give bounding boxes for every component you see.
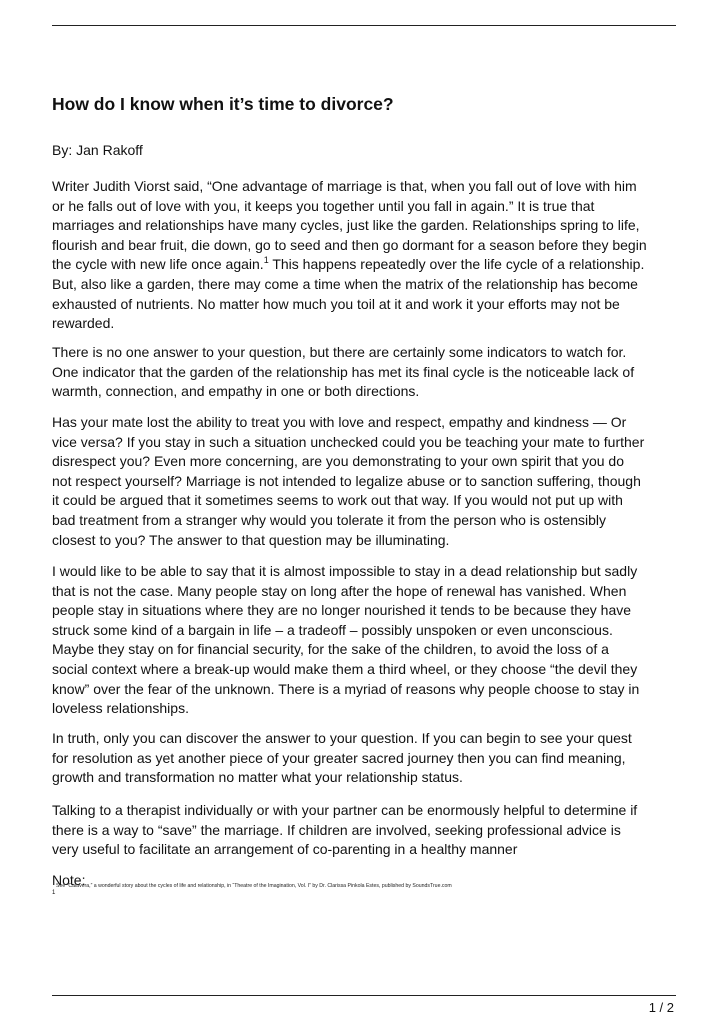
text-line: warmth, connection, and empathy in one or both directions. bbox=[52, 383, 420, 400]
text-line: there is a way to “save” the marriage. If children are involved, seeking professional advice is bbox=[52, 821, 621, 838]
page-number: 1 / 2 bbox=[648, 1000, 674, 1015]
document-title: How do I know when it’s time to divorce? bbox=[52, 94, 394, 114]
text-line: I would like to be able to say that it is almost impossible to stay in a dead relationship but sadly bbox=[52, 563, 638, 579]
text-line: In truth, only you can discover the answer to your question. If you can begin to see your quest bbox=[52, 730, 632, 746]
paragraph-6 bbox=[52, 801, 637, 860]
text-line: exhausted of nutrients. No matter how much you toil at it and work it your efforts may not be bbox=[52, 295, 620, 312]
text-line: social context where a break-up would make them a third wheel, or they choose “the devil they bbox=[52, 660, 638, 677]
text-line: Maybe they stay on for financial security, for the sake of the children, to avoid the loss of a bbox=[52, 641, 609, 658]
text-line: loveless relationships. bbox=[52, 700, 189, 717]
footer-rule bbox=[52, 995, 676, 996]
footnote-marker: 1 bbox=[52, 890, 56, 896]
text-line-with-footnote bbox=[52, 255, 647, 275]
footnote-reference[interactable]: 1 bbox=[263, 255, 269, 266]
text-line: There is no one answer to your question, but there are certainly some indicators to watch for. bbox=[52, 344, 627, 360]
paragraph-5 bbox=[52, 729, 632, 788]
text-line: rewarded. bbox=[52, 315, 115, 332]
text-line: growth and transformation no matter what your relationship status. bbox=[52, 769, 463, 786]
text-line: struck some kind of a bargain in life – a tradeoff – possibly unspoken or even unconscious. bbox=[52, 621, 613, 638]
text-fragment: This happens repeatedly over the life cycle of a relationship. bbox=[268, 256, 645, 273]
text-line: that is not the case. Many people stay on long after the hope of renewal has vanished. When bbox=[52, 582, 627, 599]
paragraph-3 bbox=[52, 413, 644, 550]
text-line: closest to you? The answer to that question may be illuminating. bbox=[52, 531, 450, 548]
text-line: Has your mate lost the ability to treat you with love and respect, empathy and kindness — Or bbox=[52, 414, 627, 430]
paragraph-4 bbox=[52, 562, 639, 719]
text-line: But, also like a garden, there may come a time when the matrix of the relationship has become bbox=[52, 275, 638, 292]
text-line: not respect yourself? Marriage is not intended to legalize abuse or to sanction suffering, though bbox=[52, 472, 641, 489]
text-line: for resolution as yet another piece of your greater sacred journey then you can find meaning, bbox=[52, 749, 626, 766]
text-line: know” over the fear of the unknown. There is a myriad of reasons why people choose to stay in bbox=[52, 680, 640, 697]
byline: By: Jan Rakoff bbox=[52, 142, 143, 158]
text-line: marriages and relationships have many cycles, just like the garden. Relationships spring to life, bbox=[52, 217, 640, 234]
paragraph-2 bbox=[52, 343, 634, 402]
text-line: disrespect you? Even more concerning, are you demonstrating to your own spirit that you do bbox=[52, 453, 624, 470]
text-line: One indicator that the garden of the relationship has met its final cycle is the noticeable lack of bbox=[52, 363, 635, 380]
text-line: flourish and bear fruit, die down, go to seed and then go dormant for a season before they begin bbox=[52, 236, 647, 253]
paragraph-1 bbox=[52, 177, 647, 334]
text-line: it could be argued that it sometimes seems to work out that way. If you would not put up with bbox=[52, 492, 623, 509]
text-line: Talking to a therapist individually or with your partner can be enormously helpful to determine if bbox=[52, 802, 638, 818]
text-line: very useful to facilitate an arrangement of co-parenting in a healthy manner bbox=[52, 841, 518, 858]
text-line: Writer Judith Viorst said, “One advantage of marriage is that, when you fall out of love with him bbox=[52, 178, 637, 194]
header-rule bbox=[52, 25, 676, 26]
text-line: bad treatment from a stranger why would you tolerate it from the person who is ostensibly bbox=[52, 511, 607, 528]
text-line: or he falls out of love with you, it keeps you together until you fall in again.” It is true that bbox=[52, 197, 595, 214]
text-fragment: the cycle with new life once again. bbox=[52, 256, 264, 273]
text-line: people stay in situations where they are no longer nourished it tends to be because they have bbox=[52, 602, 632, 619]
footnote-text: See “Calavera,” a wonderful story about the cycles of life and relationship, in “Theatre of the Imagination, Vol. I” by Dr. Clarissa Pinkola Estes, published by SoundsTrue.com bbox=[56, 883, 452, 889]
text-line: vice versa? If you stay in such a situation unchecked could you be teaching your mate to further bbox=[52, 433, 645, 450]
note-label: Note: bbox=[52, 872, 86, 888]
